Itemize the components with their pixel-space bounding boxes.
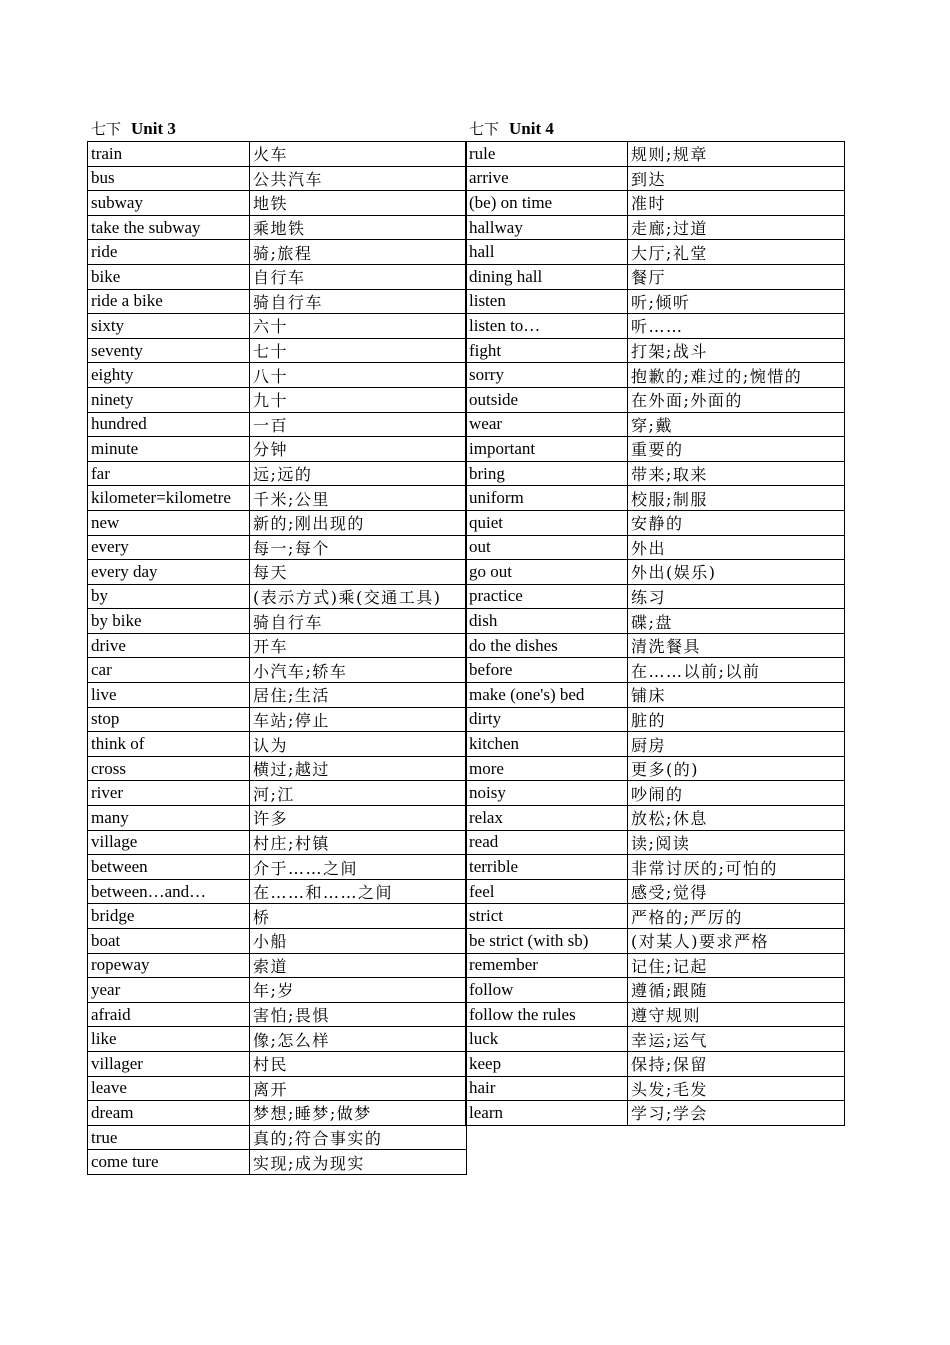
chinese-meaning: 公共汽车 [250, 166, 467, 191]
english-word: important [466, 437, 628, 462]
chinese-meaning: 开车 [250, 633, 467, 658]
english-word: before [466, 658, 628, 683]
vocab-row [466, 412, 845, 437]
english-word: follow the rules [466, 1002, 628, 1027]
vocab-row [88, 535, 467, 560]
english-word: by [88, 584, 250, 609]
chinese-meaning: 六十 [250, 314, 467, 339]
vocab-row [466, 387, 845, 412]
chinese-meaning: 带来;取来 [628, 461, 845, 486]
english-word: ride a bike [88, 289, 250, 314]
chinese-meaning: 车站;停止 [250, 707, 467, 732]
vocab-row [466, 584, 845, 609]
english-word: dish [466, 609, 628, 634]
unit-3-vocab-table [87, 141, 467, 1175]
vocab-row [466, 732, 845, 757]
chinese-meaning: 厨房 [628, 732, 845, 757]
chinese-meaning: 规则;规章 [628, 142, 845, 167]
english-word: bring [466, 461, 628, 486]
vocab-row [88, 683, 467, 708]
chinese-meaning: 自行车 [250, 264, 467, 289]
vocab-row [88, 314, 467, 339]
vocab-row [466, 338, 845, 363]
english-word: between [88, 855, 250, 880]
vocab-row [466, 363, 845, 388]
vocab-row [88, 879, 467, 904]
vocab-row [88, 633, 467, 658]
chinese-meaning: 害怕;畏惧 [250, 1002, 467, 1027]
chinese-meaning: 离开 [250, 1076, 467, 1101]
chinese-meaning: 餐厅 [628, 264, 845, 289]
vocab-row [466, 806, 845, 831]
english-word: many [88, 806, 250, 831]
vocab-row [88, 215, 467, 240]
vocab-row [466, 314, 845, 339]
chinese-meaning: 像;怎么样 [250, 1027, 467, 1052]
unit-3-grade: 七下 [91, 120, 122, 138]
chinese-meaning: 幸运;运气 [628, 1027, 845, 1052]
vocab-row [88, 437, 467, 462]
english-word: far [88, 461, 250, 486]
unit-4-vocab-table [465, 141, 845, 1126]
unit-4-section [465, 116, 844, 1126]
chinese-meaning: 感受;觉得 [628, 879, 845, 904]
vocab-row [466, 855, 845, 880]
english-word: terrible [466, 855, 628, 880]
english-word: read [466, 830, 628, 855]
vocab-row [88, 510, 467, 535]
chinese-meaning: 许多 [250, 806, 467, 831]
vocab-row [466, 904, 845, 929]
chinese-meaning: 年;岁 [250, 978, 467, 1003]
vocab-row [88, 732, 467, 757]
chinese-meaning: 抱歉的;难过的;惋惜的 [628, 363, 845, 388]
english-word: relax [466, 806, 628, 831]
vocab-row [88, 486, 467, 511]
chinese-meaning: 记住;记起 [628, 953, 845, 978]
english-word: minute [88, 437, 250, 462]
vocab-row [466, 142, 845, 167]
vocab-row [88, 584, 467, 609]
english-word: kilometer=kilometre [88, 486, 250, 511]
vocab-row [88, 781, 467, 806]
english-word: out [466, 535, 628, 560]
chinese-meaning: 头发;毛发 [628, 1076, 845, 1101]
vocab-row [466, 707, 845, 732]
english-word: outside [466, 387, 628, 412]
chinese-meaning: 听;倾听 [628, 289, 845, 314]
english-word: subway [88, 191, 250, 216]
vocab-row [466, 1027, 845, 1052]
unit-3-section [87, 116, 466, 1175]
chinese-meaning: 新的;刚出现的 [250, 510, 467, 535]
chinese-meaning: 每一;每个 [250, 535, 467, 560]
vocab-row [88, 1101, 467, 1126]
english-word: ride [88, 240, 250, 265]
english-word: hallway [466, 215, 628, 240]
vocab-row [466, 510, 845, 535]
vocab-row [466, 1051, 845, 1076]
english-word: practice [466, 584, 628, 609]
vocab-row [466, 486, 845, 511]
chinese-meaning: 重要的 [628, 437, 845, 462]
english-word: train [88, 142, 250, 167]
vocab-row [466, 658, 845, 683]
chinese-meaning: 火车 [250, 142, 467, 167]
vocab-row [88, 806, 467, 831]
english-word: be strict (with sb) [466, 929, 628, 954]
english-word: every [88, 535, 250, 560]
chinese-meaning: 千米;公里 [250, 486, 467, 511]
english-word: sorry [466, 363, 628, 388]
unit-4-grade: 七下 [469, 120, 500, 138]
chinese-meaning: (对某人)要求严格 [628, 929, 845, 954]
vocab-row [466, 756, 845, 781]
chinese-meaning: 校服;制服 [628, 486, 845, 511]
vocab-row [466, 437, 845, 462]
chinese-meaning: 骑;旅程 [250, 240, 467, 265]
english-word: afraid [88, 1002, 250, 1027]
chinese-meaning: 大厅;礼堂 [628, 240, 845, 265]
chinese-meaning: 索道 [250, 953, 467, 978]
chinese-meaning: 九十 [250, 387, 467, 412]
english-word: year [88, 978, 250, 1003]
english-word: cross [88, 756, 250, 781]
english-word: dining hall [466, 264, 628, 289]
vocab-row [466, 1101, 845, 1126]
chinese-meaning: 八十 [250, 363, 467, 388]
english-word: true [88, 1125, 250, 1150]
english-word: fight [466, 338, 628, 363]
chinese-meaning: 脏的 [628, 707, 845, 732]
english-word: village [88, 830, 250, 855]
vocab-row [88, 1002, 467, 1027]
english-word: listen [466, 289, 628, 314]
english-word: river [88, 781, 250, 806]
chinese-meaning: 清洗餐具 [628, 633, 845, 658]
vocab-row [88, 240, 467, 265]
vocab-row [88, 1027, 467, 1052]
vocab-row [88, 363, 467, 388]
vocab-row [466, 215, 845, 240]
chinese-meaning: 保持;保留 [628, 1051, 845, 1076]
english-word: bike [88, 264, 250, 289]
english-word: sixty [88, 314, 250, 339]
chinese-meaning: 在外面;外面的 [628, 387, 845, 412]
english-word: luck [466, 1027, 628, 1052]
english-word: strict [466, 904, 628, 929]
vocab-row [466, 879, 845, 904]
chinese-meaning: 穿;戴 [628, 412, 845, 437]
chinese-meaning: 每天 [250, 560, 467, 585]
vocab-row [88, 289, 467, 314]
english-word: come ture [88, 1150, 250, 1175]
chinese-meaning: 一百 [250, 412, 467, 437]
english-word: hall [466, 240, 628, 265]
chinese-meaning: 实现;成为现实 [250, 1150, 467, 1175]
vocab-row [88, 560, 467, 585]
chinese-meaning: 梦想;睡梦;做梦 [250, 1101, 467, 1126]
english-word: stop [88, 707, 250, 732]
english-word: villager [88, 1051, 250, 1076]
vocab-row [88, 953, 467, 978]
vocab-row [88, 412, 467, 437]
english-word: leave [88, 1076, 250, 1101]
english-word: feel [466, 879, 628, 904]
vocab-row [88, 609, 467, 634]
unit-3-label: Unit 3 [131, 119, 176, 138]
english-word: car [88, 658, 250, 683]
chinese-meaning: 真的;符合事实的 [250, 1125, 467, 1150]
chinese-meaning: 乘地铁 [250, 215, 467, 240]
vocab-row [466, 633, 845, 658]
vocab-row [88, 166, 467, 191]
unit-3-heading [87, 116, 466, 141]
chinese-meaning: 村民 [250, 1051, 467, 1076]
english-word: new [88, 510, 250, 535]
chinese-meaning: 读;阅读 [628, 830, 845, 855]
chinese-meaning: 七十 [250, 338, 467, 363]
english-word: kitchen [466, 732, 628, 757]
chinese-meaning: (表示方式)乘(交通工具) [250, 584, 467, 609]
chinese-meaning: 横过;越过 [250, 756, 467, 781]
english-word: (be) on time [466, 191, 628, 216]
chinese-meaning: 非常讨厌的;可怕的 [628, 855, 845, 880]
english-word: hundred [88, 412, 250, 437]
vocab-row [88, 658, 467, 683]
english-word: do the dishes [466, 633, 628, 658]
chinese-meaning: 听…… [628, 314, 845, 339]
vocab-row [466, 264, 845, 289]
chinese-meaning: 远;远的 [250, 461, 467, 486]
vocab-row [88, 830, 467, 855]
chinese-meaning: 放松;休息 [628, 806, 845, 831]
english-word: take the subway [88, 215, 250, 240]
chinese-meaning: 碟;盘 [628, 609, 845, 634]
english-word: think of [88, 732, 250, 757]
english-word: remember [466, 953, 628, 978]
english-word: keep [466, 1051, 628, 1076]
english-word: bus [88, 166, 250, 191]
english-word: wear [466, 412, 628, 437]
vocab-row [88, 855, 467, 880]
vocab-row [466, 191, 845, 216]
vocab-row [466, 830, 845, 855]
english-word: go out [466, 560, 628, 585]
vocab-row [466, 560, 845, 585]
vocab-row [466, 166, 845, 191]
english-word: eighty [88, 363, 250, 388]
chinese-meaning: 河;江 [250, 781, 467, 806]
chinese-meaning: 介于……之间 [250, 855, 467, 880]
vocab-row [466, 535, 845, 560]
vocab-row [88, 1125, 467, 1150]
vocab-row [88, 461, 467, 486]
chinese-meaning: 打架;战斗 [628, 338, 845, 363]
english-word: seventy [88, 338, 250, 363]
chinese-meaning: 外出 [628, 535, 845, 560]
vocab-row [466, 683, 845, 708]
english-word: uniform [466, 486, 628, 511]
english-word: by bike [88, 609, 250, 634]
chinese-meaning: 小船 [250, 929, 467, 954]
vocab-row [466, 1002, 845, 1027]
chinese-meaning: 严格的;严厉的 [628, 904, 845, 929]
vocab-row [466, 781, 845, 806]
chinese-meaning: 村庄;村镇 [250, 830, 467, 855]
english-word: more [466, 756, 628, 781]
english-word: hair [466, 1076, 628, 1101]
english-word: ropeway [88, 953, 250, 978]
chinese-meaning: 练习 [628, 584, 845, 609]
chinese-meaning: 遵循;跟随 [628, 978, 845, 1003]
vocab-row [466, 978, 845, 1003]
vocab-row [466, 929, 845, 954]
unit-4-label: Unit 4 [509, 119, 554, 138]
vocab-row [88, 978, 467, 1003]
chinese-meaning: 在……以前;以前 [628, 658, 845, 683]
vocab-row [88, 904, 467, 929]
chinese-meaning: 更多(的) [628, 756, 845, 781]
english-word: like [88, 1027, 250, 1052]
english-word: bridge [88, 904, 250, 929]
chinese-meaning: 准时 [628, 191, 845, 216]
vocab-row [88, 142, 467, 167]
english-word: listen to… [466, 314, 628, 339]
english-word: dream [88, 1101, 250, 1126]
english-word: drive [88, 633, 250, 658]
chinese-meaning: 居住;生活 [250, 683, 467, 708]
chinese-meaning: 分钟 [250, 437, 467, 462]
vocab-row [466, 609, 845, 634]
chinese-meaning: 小汽车;轿车 [250, 658, 467, 683]
chinese-meaning: 到达 [628, 166, 845, 191]
chinese-meaning: 吵闹的 [628, 781, 845, 806]
chinese-meaning: 认为 [250, 732, 467, 757]
english-word: dirty [466, 707, 628, 732]
unit-4-heading [465, 116, 844, 141]
english-word: make (one's) bed [466, 683, 628, 708]
vocab-row [88, 707, 467, 732]
chinese-meaning: 外出(娱乐) [628, 560, 845, 585]
english-word: rule [466, 142, 628, 167]
vocab-row [88, 929, 467, 954]
chinese-meaning: 遵守规则 [628, 1002, 845, 1027]
vocab-row [466, 289, 845, 314]
english-word: follow [466, 978, 628, 1003]
english-word: between…and… [88, 879, 250, 904]
vocab-row [466, 461, 845, 486]
english-word: arrive [466, 166, 628, 191]
english-word: every day [88, 560, 250, 585]
vocab-row [88, 1051, 467, 1076]
chinese-meaning: 铺床 [628, 683, 845, 708]
vocab-row [88, 1150, 467, 1175]
chinese-meaning: 地铁 [250, 191, 467, 216]
vocab-row [88, 191, 467, 216]
vocab-row [466, 953, 845, 978]
chinese-meaning: 走廊;过道 [628, 215, 845, 240]
vocab-row [88, 338, 467, 363]
chinese-meaning: 桥 [250, 904, 467, 929]
chinese-meaning: 骑自行车 [250, 609, 467, 634]
vocab-row [466, 1076, 845, 1101]
vocab-row [466, 240, 845, 265]
english-word: learn [466, 1101, 628, 1126]
vocab-row [88, 264, 467, 289]
chinese-meaning: 学习;学会 [628, 1101, 845, 1126]
chinese-meaning: 在……和……之间 [250, 879, 467, 904]
english-word: quiet [466, 510, 628, 535]
english-word: noisy [466, 781, 628, 806]
english-word: boat [88, 929, 250, 954]
english-word: ninety [88, 387, 250, 412]
vocab-row [88, 1076, 467, 1101]
english-word: live [88, 683, 250, 708]
chinese-meaning: 安静的 [628, 510, 845, 535]
chinese-meaning: 骑自行车 [250, 289, 467, 314]
vocab-row [88, 387, 467, 412]
vocab-row [88, 756, 467, 781]
